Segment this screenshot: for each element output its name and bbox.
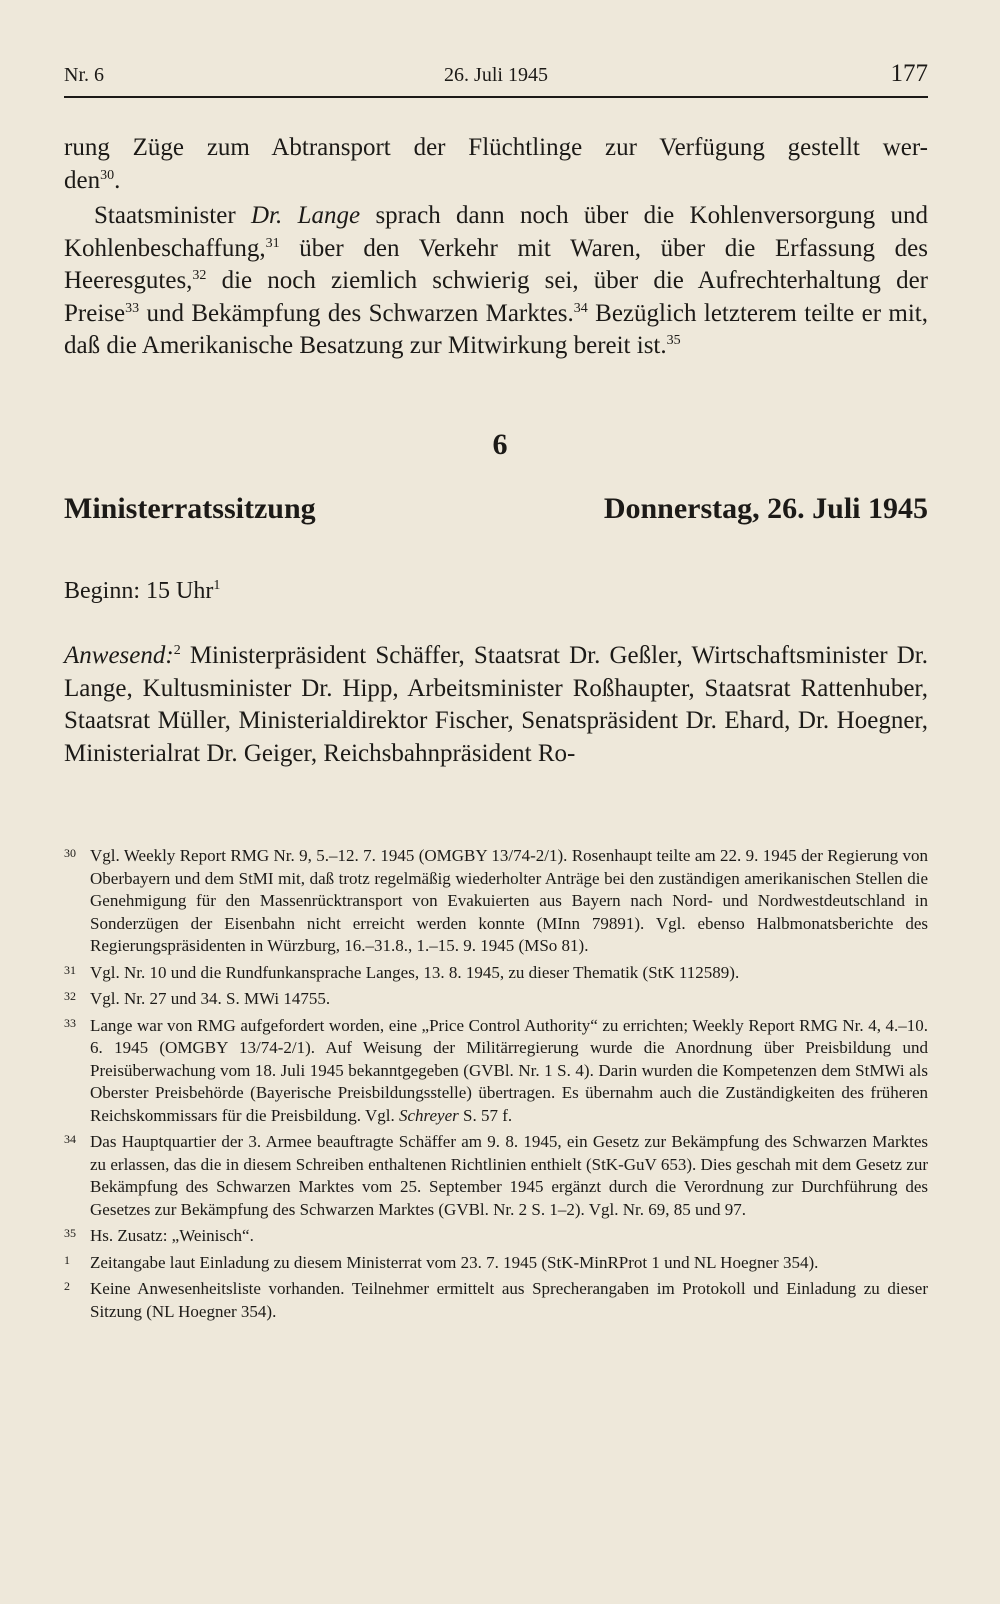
header-date: 26. Juli 1945 (444, 64, 548, 86)
footnote-number: 32 (64, 989, 76, 1003)
paragraph-continuation (64, 132, 928, 197)
footnote-ref: 35 (666, 333, 681, 348)
footnote-number: 31 (64, 962, 76, 977)
paragraph-text: Bezüglich letzterem teilte er mit, daß die Amerikanische Besatzung zur Mitwirkung bereit ist. (64, 299, 928, 359)
footnote-text: Hs. Zusatz: „Weinisch“. (90, 1226, 254, 1245)
footnote (64, 1278, 928, 1323)
header-rule (64, 96, 928, 98)
footnote-ref: 31 (265, 235, 280, 251)
footnote-ref: 32 (192, 268, 207, 283)
section-date: Donnerstag, 26. Juli 1945 (603, 492, 928, 525)
section-title: Ministerratssitzung (64, 492, 316, 525)
paragraph-text: über den Verkehr mit Waren, über die Erfassung des Heeresgutes, (64, 234, 928, 294)
paragraph-text: die noch ziemlich schwierig sei, über die Aufrechterhaltung der Preise (64, 267, 928, 327)
paragraph-text: und Bekämpfung des Schwarzen Marktes. (139, 299, 574, 327)
paragraph-text: den (64, 166, 101, 194)
paragraph-line (64, 165, 928, 198)
footnote-ref: 34 (573, 300, 588, 316)
footnote-text: Vgl. Weekly Report RMG Nr. 9, 5.–12. 7. 1945 (OMGBY 13/74-2/1). Rosenhaupt teilte am 22. 9. 1945 der Regierung von Oberbayern und dem StMI mit, daß trotz regelmäßig wiederholter Anträge bei den zuständigen amerikanischen Stellen die Genehmigung für den Massenrücktransport von Evakuierten aus Bayern nach Nord- und Nordwestdeutschland in Sonderzügen der Eisenbahn nicht erreicht werden konnte (MInn 79891). Vgl. ebenso Halbmonatsberichte des Regierungspräsidenten in Würzburg, 16.–31.8., 1.–15. 9. 1945 (MSo 81). (90, 846, 928, 955)
footnote-ref: 2 (173, 643, 181, 658)
person-title: Dr. (251, 202, 283, 229)
footnote-ref: 33 (125, 300, 140, 316)
footnote-text: Vgl. Nr. 10 und die Rundfunkansprache Langes, 13. 8. 1945, zu dieser Thematik (StK 112589). (90, 962, 740, 982)
footnote-number: 2 (64, 1279, 70, 1293)
footnote-text: Keine Anwesenheitsliste vorhanden. Teilnehmer ermittelt aus Sprecherangaben im Protokoll und Einladung zu dieser Sitzung (NL Hoegner 354). (90, 1279, 928, 1321)
paragraph-line (64, 132, 928, 165)
start-time (64, 578, 220, 605)
footnote-text: Lange war von RMG aufgefordert worden, eine „Price Control Authority“ zu errichten; Weekly Report RMG Nr. 4, 4.–10. 6. 1945 (OMGBY 13/74-2/1). Auf Weisung der Militärregierung wurde die Anordnung über Preisbildung und Preisüberwachung vom 18. Juli 1945 bekanntgegeben (GVBl. Nr. 1 S. 4). Darin wurden die Kompetenzen dem StMWi als Oberster Preisbehörde (Bayerische Preisbildungsstelle) übertragen. Es übernahm auch die Zuständigkeiten des früheren Reichskommissars für die Preisbildung. Vgl. (90, 1015, 928, 1125)
footnote-ref: 30 (100, 167, 115, 183)
footnote-text: Zeitangabe laut Einladung zu diesem Ministerrat vom 23. 7. 1945 (StK-MinRProt 1 und NL Hoegner 354). (90, 1252, 819, 1272)
paragraph-text: . (114, 166, 121, 194)
paragraph-lange (64, 200, 928, 363)
footnote (64, 1225, 928, 1248)
footnote-text: S. 57 f. (458, 1105, 513, 1125)
page-number: 177 (890, 60, 928, 87)
footnote (64, 845, 928, 958)
attendees-label: Anwesend: (64, 642, 174, 669)
footnote (64, 1015, 928, 1128)
paragraph-text: Staatsminister (94, 202, 251, 229)
footnote-text: Das Hauptquartier der 3. Armee beauftragte Schäffer am 9. 8. 1945, ein Gesetz zur Bekämpfung des Schwarzen Marktes zu erlassen, das die in diesem Schreiben enthaltenen Richtlinien enthielt (StK-GuV 653). Dies geschah mit dem Gesetz zur Bekämpfung des Schwarzen Marktes vom 25. September 1945 ergänzt durch die Verordnung zur Durchführung des Gesetzes zur Bekämpfung des Schwarzen Marktes (GVBl. Nr. 2 S. 1–2). Vgl. Nr. 69, 85 und 97. (90, 1132, 928, 1219)
start-time-text: Beginn: 15 Uhr (64, 578, 214, 604)
running-header (64, 62, 928, 94)
footnote (64, 1252, 928, 1275)
footnote-number: 33 (64, 1015, 76, 1030)
footnote-number: 30 (64, 846, 76, 860)
issue-number: Nr. 6 (64, 64, 104, 86)
attendees-text: Ministerpräsident Schäffer, Staatsrat Dr. Geßler, Wirtschaftsminister Dr. Lange, Kultusminister Dr. Hipp, Arbeitsminister Roßhaupter, Staatsrat Rattenhuber, Staatsrat Müller, Ministerialdirektor Fischer, Senatspräsident Dr. Ehard, Dr. Hoegner, Ministerialrat Dr. Geiger, Reichsbahnpräsident Ro- (64, 642, 928, 767)
footnote-text: Vgl. Nr. 27 und 34. S. MWi 14755. (90, 989, 331, 1008)
footnote (64, 988, 928, 1011)
paragraph-text: sprach dann noch über die Kohlenversorgung und Kohlenbeschaffung, (64, 202, 929, 262)
footnote-number: 34 (64, 1132, 76, 1146)
footnote-number: 1 (64, 1252, 70, 1267)
person-name: Lange (297, 202, 361, 229)
footnote (64, 962, 928, 985)
footnotes (64, 845, 928, 1327)
author-name: Schreyer (398, 1105, 459, 1125)
footnote-ref: 1 (213, 578, 221, 593)
footnote-number: 35 (64, 1226, 76, 1240)
section-number: 6 (492, 428, 508, 461)
attendees-paragraph (64, 640, 928, 770)
paragraph-text: rung Züge zum Abtransport der Flüchtlinge zur Verfügung gestellt wer- (64, 134, 928, 161)
footnote (64, 1131, 928, 1221)
